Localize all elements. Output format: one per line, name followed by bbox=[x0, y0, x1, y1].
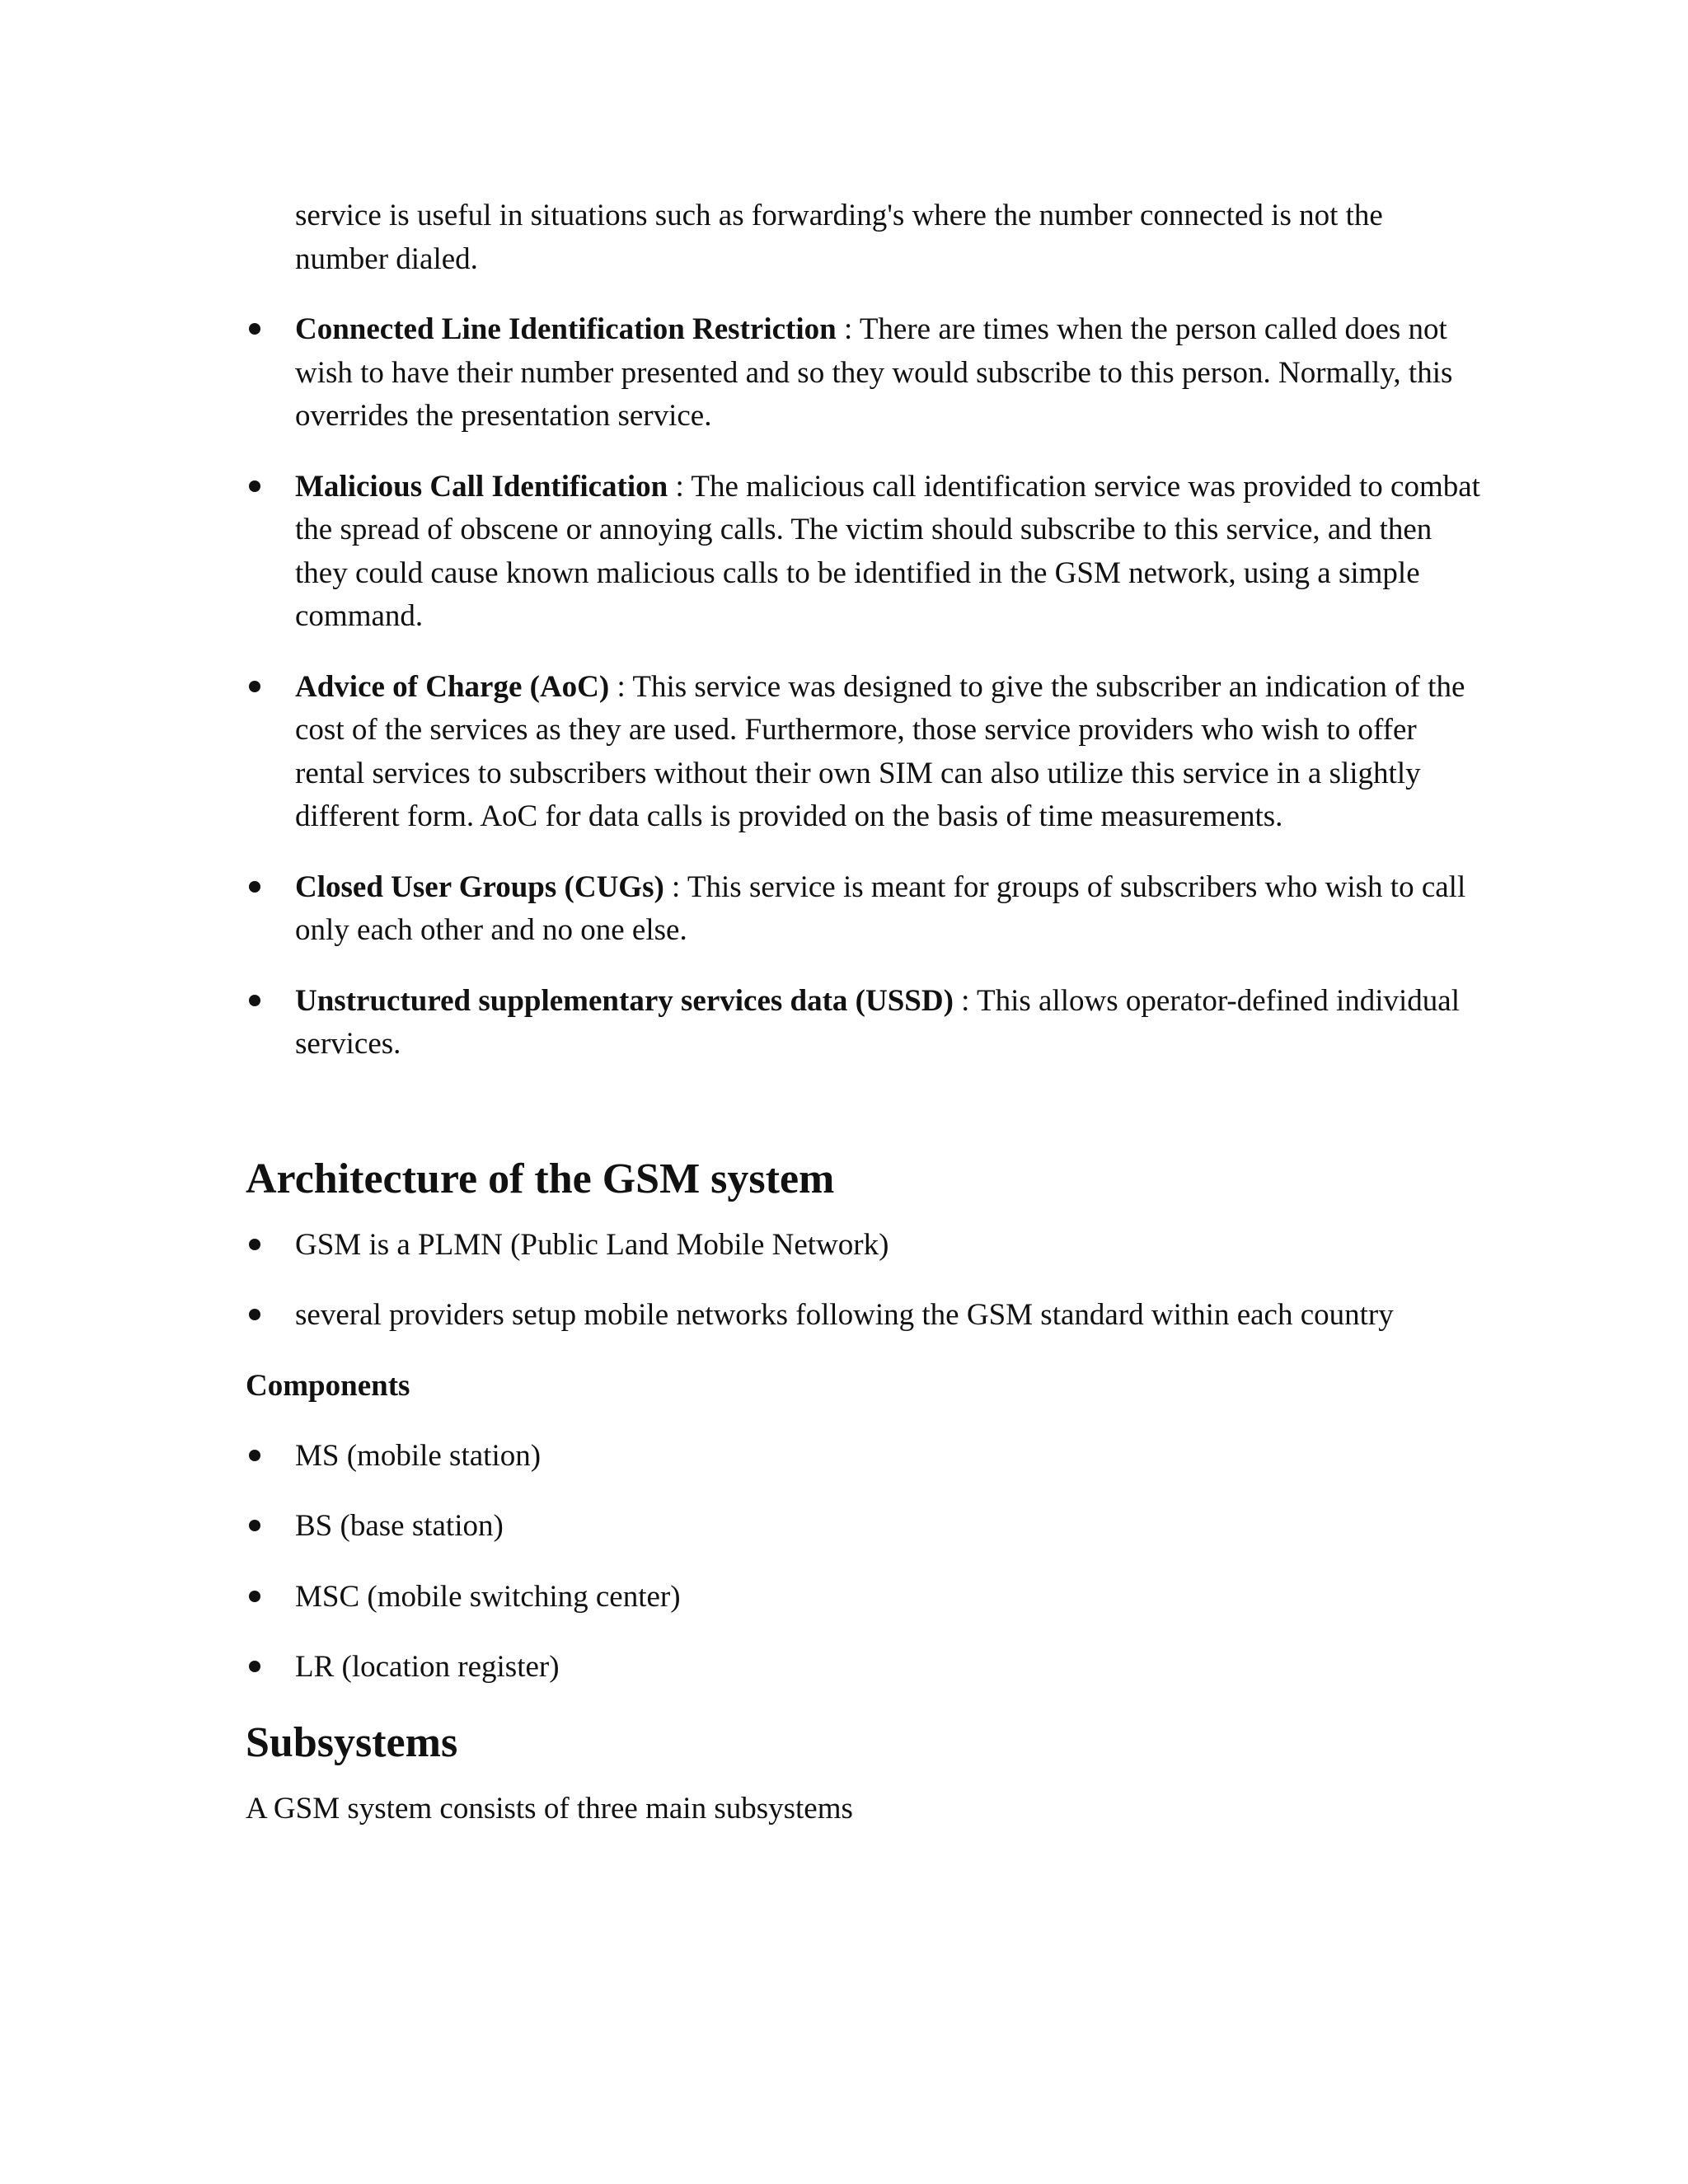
list-item bbox=[246, 980, 1482, 1066]
list-item bbox=[246, 866, 1482, 953]
list-item-text: several providers setup mobile networks following the GSM standard within each country bbox=[295, 1298, 1394, 1332]
list-item bbox=[246, 466, 1482, 639]
list-item bbox=[246, 1646, 1482, 1690]
service-description: : This service was designed to give the subscriber an indication of the cost of the services as they are used. Furthermore, those service providers who wish to offer rental services to subscribers without their own SIM can also utilize this service in a slightly different form. AoC for data calls is provided on the basis of time measurements. bbox=[295, 669, 1465, 833]
service-term: Advice of Charge (AoC) bbox=[295, 669, 610, 704]
bullet-icon bbox=[249, 480, 260, 492]
list-item bbox=[246, 1294, 1482, 1338]
document-page bbox=[246, 194, 1482, 1830]
list-item bbox=[246, 666, 1482, 839]
components-list bbox=[246, 1435, 1482, 1690]
bullet-icon bbox=[249, 1520, 260, 1531]
list-item bbox=[246, 1224, 1482, 1268]
bullet-icon bbox=[249, 1239, 260, 1250]
bullet-icon bbox=[249, 1591, 260, 1602]
service-description: : This service is meant for groups of subscribers who wish to call only each other and no one else. bbox=[295, 869, 1466, 947]
service-description: : The malicious call identification service was provided to combat the spread of obscene or annoying calls. The victim should subscribe to this service, and then they could cause known malicious calls to be identified in the GSM network, using a simple command. bbox=[295, 469, 1480, 633]
list-item-text: MSC (mobile switching center) bbox=[295, 1579, 681, 1614]
list-item bbox=[246, 1576, 1482, 1619]
list-item-text: LR (location register) bbox=[295, 1650, 560, 1684]
subsystems-heading: Subsystems bbox=[246, 1718, 458, 1766]
bullet-icon bbox=[249, 1661, 260, 1672]
architecture-list bbox=[246, 1224, 1482, 1338]
bullet-icon bbox=[249, 323, 260, 335]
list-item bbox=[246, 1505, 1482, 1549]
list-item-text: GSM is a PLMN (Public Land Mobile Network) bbox=[295, 1227, 889, 1262]
list-item bbox=[246, 308, 1482, 438]
bullet-icon bbox=[249, 995, 260, 1006]
list-item-continuation bbox=[246, 194, 1482, 281]
bullet-icon bbox=[249, 1309, 260, 1320]
list-item-text: MS (mobile station) bbox=[295, 1438, 542, 1473]
bullet-icon bbox=[249, 681, 260, 692]
subsystems-text: A GSM system consists of three main subsystems bbox=[246, 1791, 853, 1825]
services-list bbox=[246, 194, 1482, 1066]
service-term: Closed User Groups (CUGs) bbox=[295, 869, 664, 904]
list-item-text: BS (base station) bbox=[295, 1509, 504, 1543]
list-item bbox=[246, 1435, 1482, 1479]
service-description: : This allows operator-defined individual services. bbox=[295, 983, 1460, 1061]
bullet-icon bbox=[249, 1450, 260, 1461]
service-term: Unstructured supplementary services data (USSD) bbox=[295, 983, 954, 1018]
continuation-text: service is useful in situations such as forwarding's where the number connected is not the number dialed. bbox=[295, 199, 1383, 276]
service-term: Connected Line Identification Restriction bbox=[295, 312, 837, 346]
bullet-icon bbox=[249, 881, 260, 893]
components-heading: Components bbox=[246, 1368, 410, 1403]
service-term: Malicious Call Identification bbox=[295, 469, 668, 504]
architecture-heading: Architecture of the GSM system bbox=[246, 1155, 835, 1202]
service-description: : There are times when the person called does not wish to have their number presented and so they would subscribe to this person. Normally, this overrides the presentation service. bbox=[295, 312, 1453, 433]
